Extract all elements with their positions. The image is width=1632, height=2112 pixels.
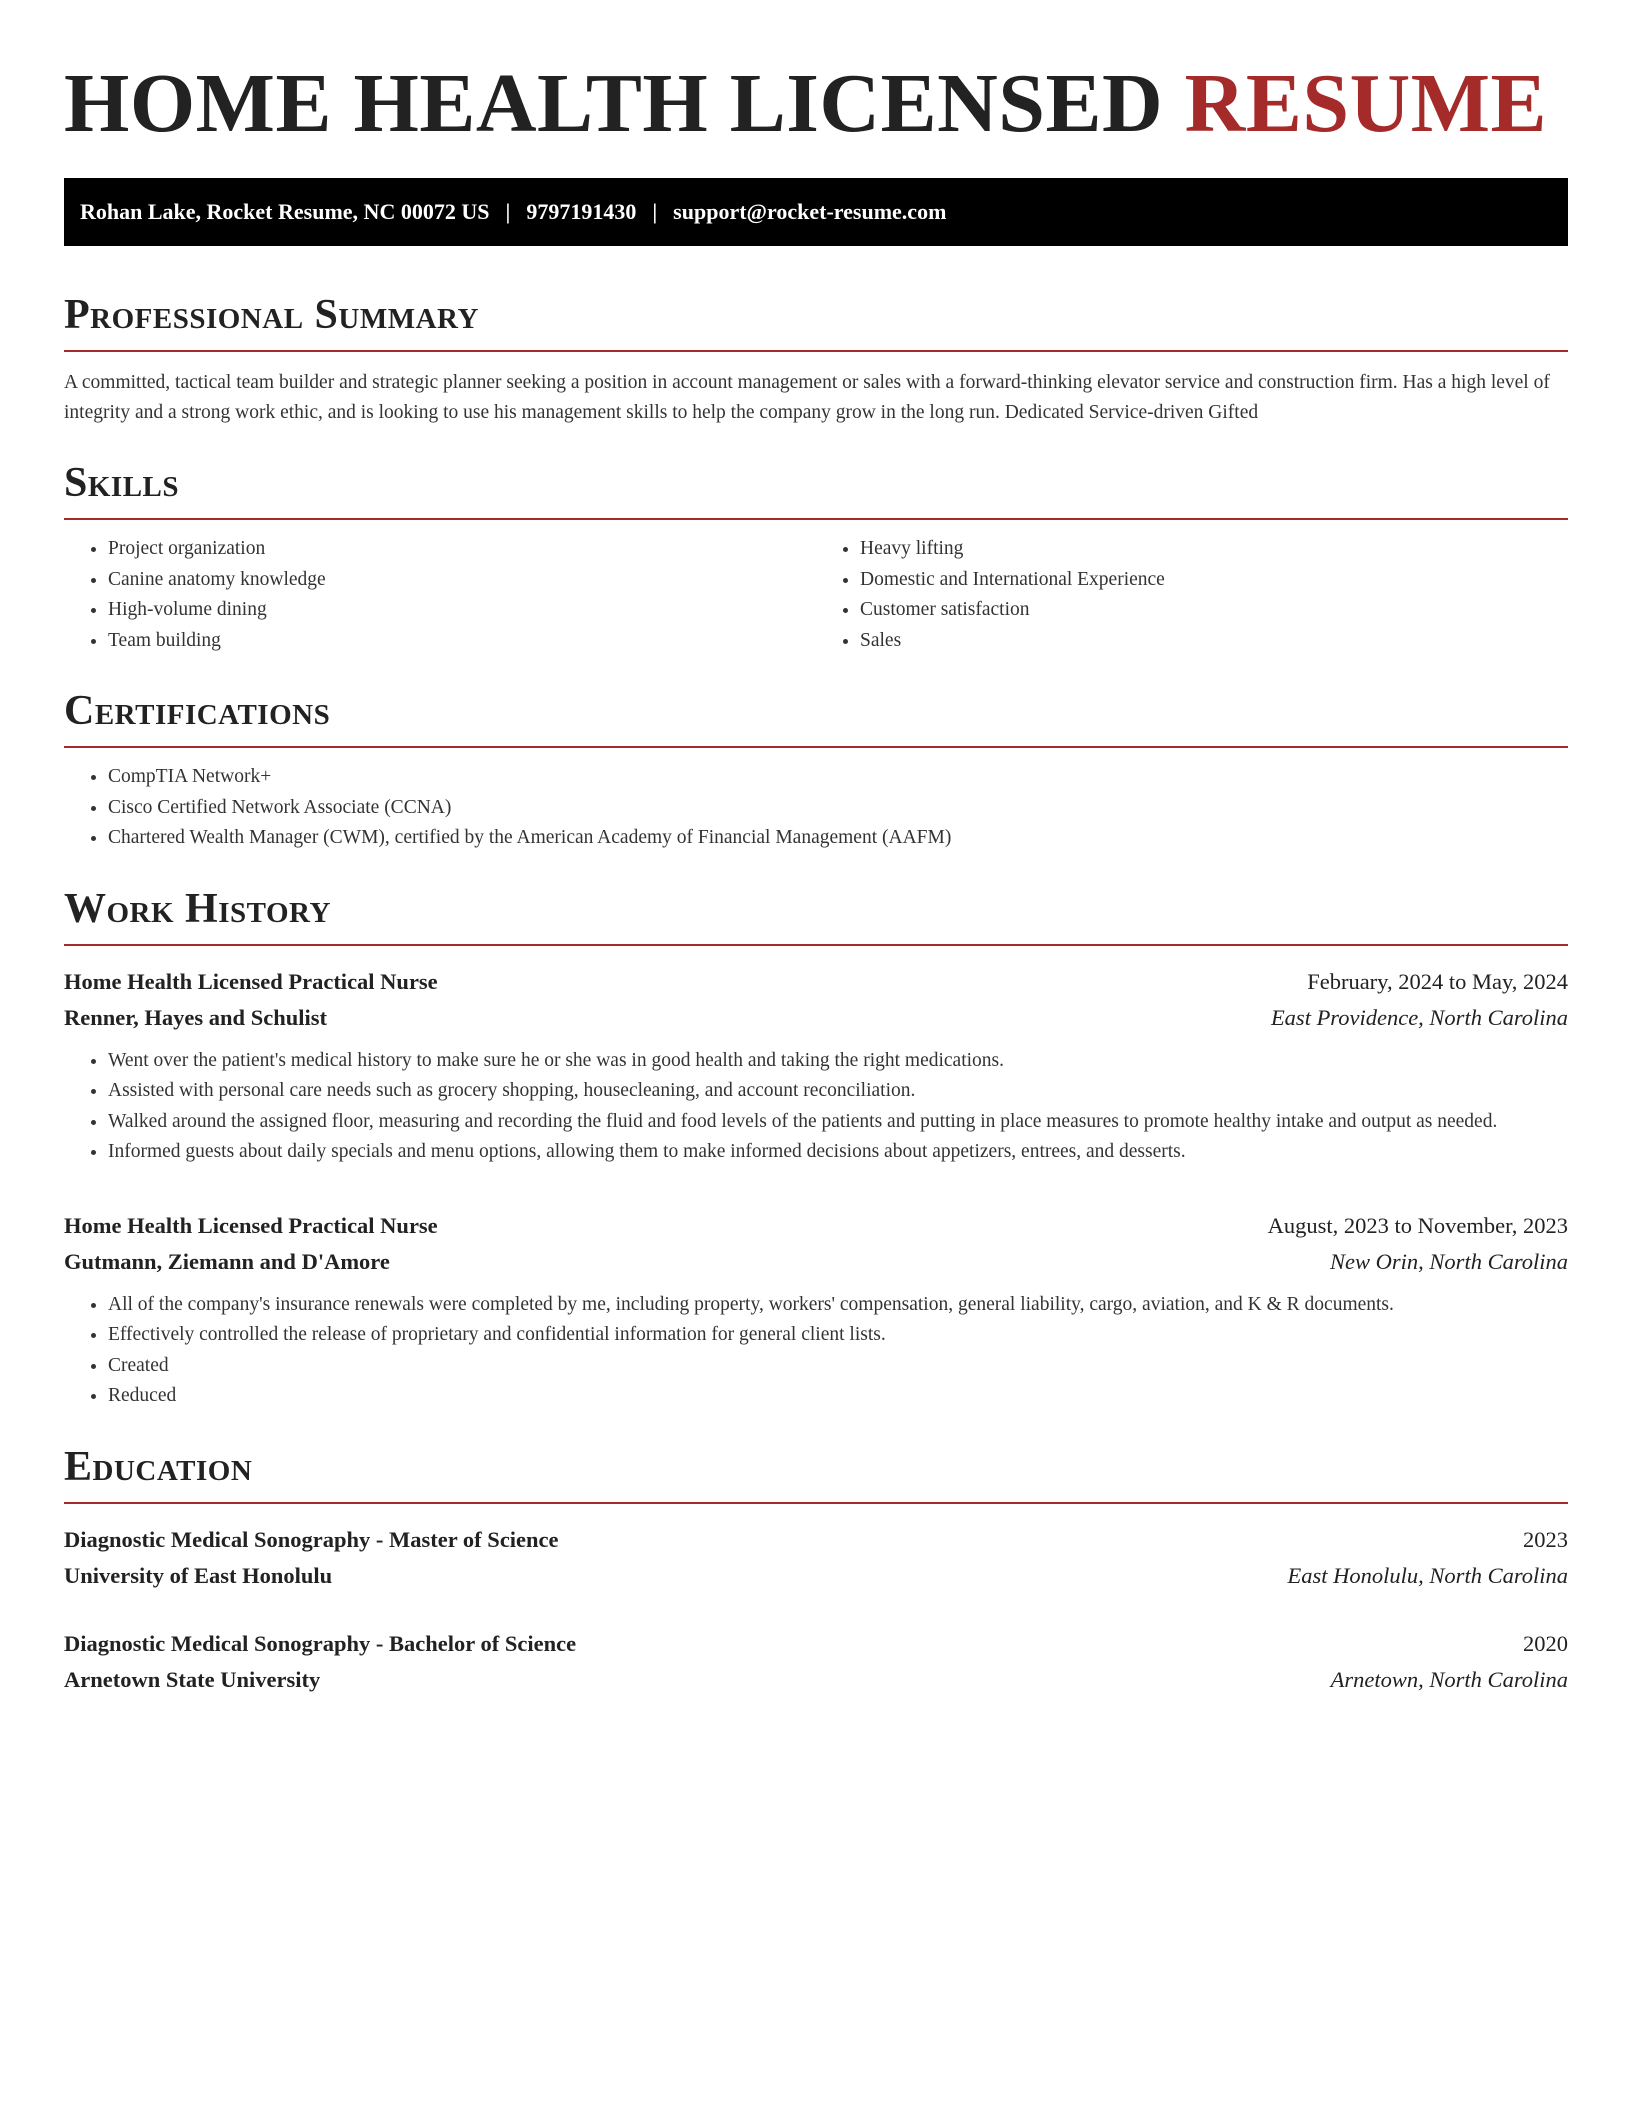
job-bullet: • Reduced: [108, 1381, 1568, 1412]
job-entry: [64, 1208, 1568, 1412]
job-bullet: • All of the company's insurance renewals were completed by me, including property, workers' compensation, general liability, cargo, aviation, and K & R documents.: [108, 1290, 1568, 1321]
education-school-row: [64, 1558, 1568, 1594]
job-bullets: [64, 1046, 1568, 1168]
contact-phone: 9797191430: [526, 199, 637, 224]
education-degree-row: [64, 1626, 1568, 1662]
resume-page: [64, 0, 1568, 1698]
skills-heading: Skills: [64, 458, 1568, 520]
education-section: [64, 1442, 1568, 1698]
job-title-row: [64, 1208, 1568, 1244]
education-degree: Diagnostic Medical Sonography - Bachelor of Science: [64, 1630, 577, 1656]
job-bullet: • Assisted with personal care needs such as grocery shopping, housecleaning, and account reconciliation.: [108, 1076, 1568, 1107]
education-school: Arnetown State University: [64, 1666, 321, 1692]
summary-text: A committed, tactical team builder and strategic planner seeking a position in account management or sales with a forward-thinking elevator service and construction firm. Has a high level of integrity and a strong work ethic, and is looking to use his management skills to help the company grow in the long run. Dedicated Service-driven Gifted: [64, 372, 1550, 423]
skills-list-left: [64, 534, 816, 656]
job-title: Home Health Licensed Practical Nurse: [64, 968, 438, 994]
skill-item: • Domestic and International Experience: [860, 565, 1568, 596]
education-school-row: [64, 1662, 1568, 1698]
job-company: Gutmann, Ziemann and D'Amore: [64, 1248, 390, 1274]
work-history-heading: Work History: [64, 884, 1568, 946]
contact-bar: [64, 178, 1568, 246]
skills-list-right: [816, 534, 1568, 656]
job-bullet: • Effectively controlled the release of proprietary and confidential information for general client lists.: [108, 1320, 1568, 1351]
job-title: Home Health Licensed Practical Nurse: [64, 1212, 438, 1238]
certification-item: • CompTIA Network+: [108, 762, 1568, 793]
skill-item: • Team building: [108, 626, 816, 657]
title-accent: RESUME: [1184, 57, 1548, 150]
job-bullet: • Went over the patient's medical history to make sure he or she was in good health and taking the right medications.: [108, 1046, 1568, 1077]
job-bullets: [64, 1290, 1568, 1412]
certifications-list: [64, 762, 1568, 854]
job-dates: August, 2023 to November, 2023: [1267, 1212, 1568, 1238]
job-bullet: • Walked around the assigned floor, measuring and recording the fluid and food levels of the patients and putting in place measures to promote healthy intake and output as needed.: [108, 1107, 1568, 1138]
title-main: HOME HEALTH LICENSED: [64, 57, 1185, 150]
job-title-row: [64, 964, 1568, 1000]
education-entry: [64, 1522, 1568, 1594]
resume-title: [64, 56, 1568, 152]
job-location: New Orin, North Carolina: [1330, 1248, 1568, 1274]
skill-item: • Customer satisfaction: [860, 595, 1568, 626]
education-year: 2020: [1523, 1630, 1568, 1656]
skill-item: • High-volume dining: [108, 595, 816, 626]
skill-item: • Sales: [860, 626, 1568, 657]
contact-address: Rohan Lake, Rocket Resume, NC 00072 US: [80, 199, 490, 224]
education-school: University of East Honolulu: [64, 1562, 333, 1588]
contact-separator: |: [652, 199, 658, 224]
skill-item: • Heavy lifting: [860, 534, 1568, 565]
skills-section: [64, 458, 1568, 656]
certification-item: • Cisco Certified Network Associate (CCNA): [108, 793, 1568, 824]
certification-item: • Chartered Wealth Manager (CWM), certified by the American Academy of Financial Management (AAFM): [108, 823, 1568, 854]
job-bullet: • Created: [108, 1351, 1568, 1382]
certifications-heading: Certifications: [64, 686, 1568, 748]
education-year: 2023: [1523, 1526, 1568, 1552]
education-heading: Education: [64, 1442, 1568, 1504]
certifications-section: [64, 686, 1568, 854]
education-location: Arnetown, North Carolina: [1330, 1666, 1568, 1692]
education-location: East Honolulu, North Carolina: [1287, 1562, 1568, 1588]
education-degree: Diagnostic Medical Sonography - Master of Science: [64, 1526, 559, 1552]
skill-item: • Project organization: [108, 534, 816, 565]
job-entry: [64, 964, 1568, 1168]
summary-section: [64, 290, 1568, 428]
contact-separator: |: [505, 199, 511, 224]
job-location: East Providence, North Carolina: [1270, 1004, 1568, 1030]
work-history-section: [64, 884, 1568, 1412]
job-bullet: • Informed guests about daily specials and menu options, allowing them to make informed decisions about appetizers, entrees, and desserts.: [108, 1137, 1568, 1168]
summary-heading: Professional Summary: [64, 290, 1568, 352]
education-degree-row: [64, 1522, 1568, 1558]
job-dates: February, 2024 to May, 2024: [1307, 968, 1568, 994]
job-company: Renner, Hayes and Schulist: [64, 1004, 327, 1030]
skill-item: • Canine anatomy knowledge: [108, 565, 816, 596]
job-company-row: [64, 1000, 1568, 1036]
job-company-row: [64, 1244, 1568, 1280]
education-entry: [64, 1626, 1568, 1698]
contact-email: support@rocket-resume.com: [673, 199, 947, 224]
skills-grid: [64, 534, 1568, 656]
